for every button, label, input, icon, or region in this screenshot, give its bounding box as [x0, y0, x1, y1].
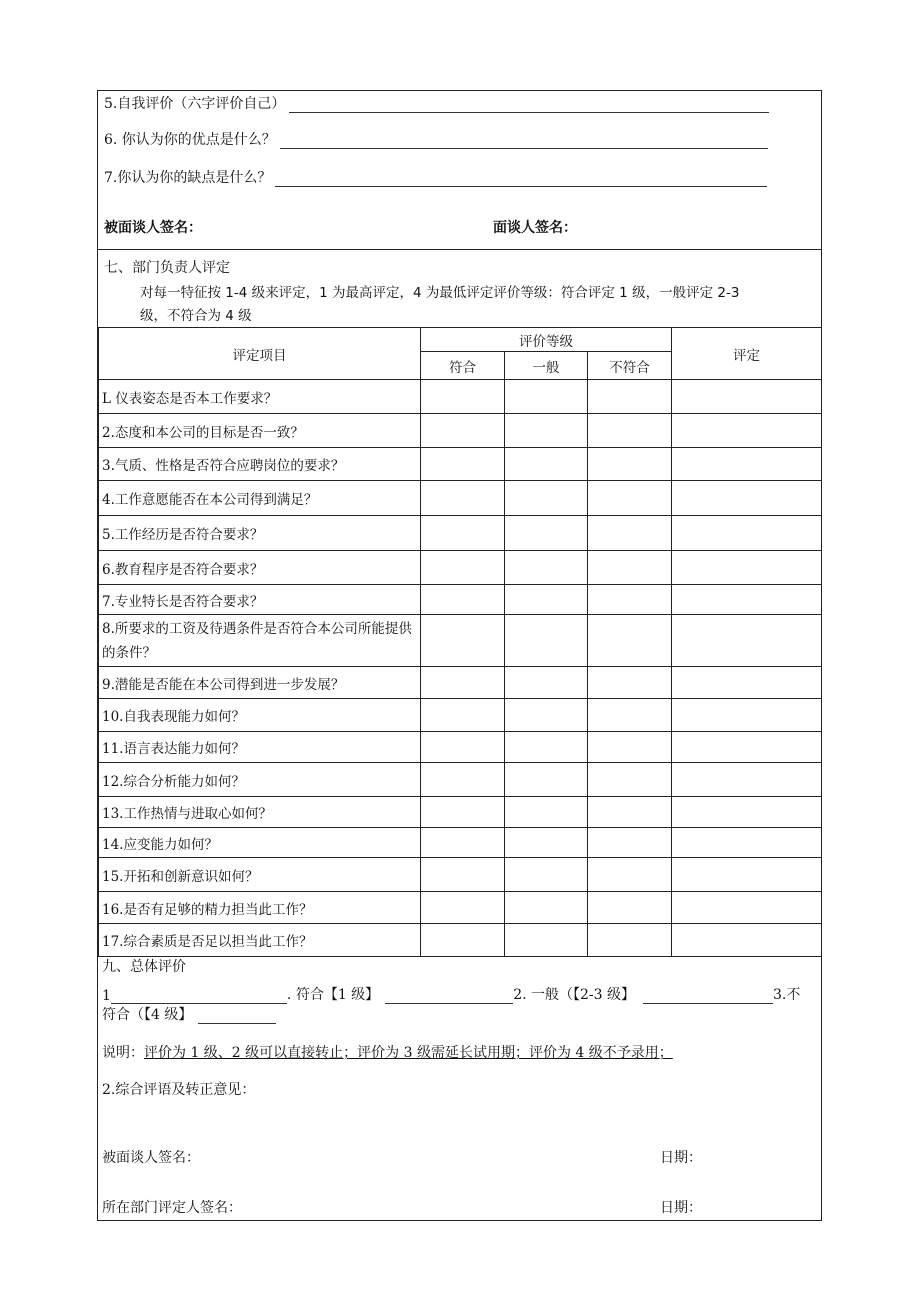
header-item: 评定项目 [99, 328, 421, 380]
cell-average[interactable] [505, 892, 588, 924]
overall-options-row2 [102, 1004, 276, 1024]
option3-line[interactable] [643, 991, 773, 1004]
cell-result[interactable] [672, 380, 822, 414]
cell-match[interactable] [421, 551, 505, 585]
row-item: 11.语言表达能力如何？ [99, 732, 421, 763]
cell-match[interactable] [421, 732, 505, 763]
section-divider [98, 249, 821, 250]
row-item: L 仪表姿态是否本工作要求？ [99, 380, 421, 414]
cell-match[interactable] [421, 585, 505, 615]
table-row [99, 924, 822, 957]
cell-match[interactable] [421, 516, 505, 551]
table-row [99, 414, 822, 448]
cell-average[interactable] [505, 828, 588, 858]
cell-average[interactable] [505, 797, 588, 828]
cell-match[interactable] [421, 924, 505, 957]
table-row [99, 481, 822, 516]
cell-average[interactable] [505, 699, 588, 732]
question-self-evaluation [104, 93, 769, 113]
table-row [99, 892, 822, 924]
row-item: 13.工作热情与进取心如何？ [99, 797, 421, 828]
table-row [99, 699, 822, 732]
cell-average[interactable] [505, 448, 588, 481]
cell-result[interactable] [672, 797, 822, 828]
row-item: 16.是否有足够的精力担当此工作？ [99, 892, 421, 924]
option1-line[interactable] [111, 991, 287, 1004]
question-label: 6. 你认为你的优点是什么？ [104, 132, 276, 148]
cell-average[interactable] [505, 732, 588, 763]
row-item: 3.气质、性格是否符合应聘岗位的要求？ [99, 448, 421, 481]
section9-title: 九、总体评价 [102, 959, 186, 975]
cell-mismatch[interactable] [588, 551, 672, 585]
cell-result[interactable] [672, 585, 822, 615]
option1-label: . 符合【1 级】 [286, 987, 380, 1003]
cell-match[interactable] [421, 858, 505, 892]
section7-instruction-line2: 级，不符合为 4 级 [140, 308, 252, 324]
row-item: 15.开拓和创新意识如何？ [99, 858, 421, 892]
cell-match[interactable] [421, 481, 505, 516]
option2-line[interactable] [385, 991, 513, 1004]
answer-line[interactable] [275, 174, 767, 187]
cell-match[interactable] [421, 667, 505, 699]
table-row [99, 448, 822, 481]
row-item: 2.态度和本公司的目标是否一致？ [99, 414, 421, 448]
cell-result[interactable] [672, 924, 822, 957]
cell-match[interactable] [421, 763, 505, 797]
question-label: 5.自我评价（六字评价自己） [104, 96, 286, 112]
cell-mismatch[interactable] [588, 667, 672, 699]
cell-mismatch[interactable] [588, 892, 672, 924]
cell-result[interactable] [672, 763, 822, 797]
date-label-2: 日期： [660, 1200, 702, 1216]
cell-average[interactable] [505, 481, 588, 516]
table-row [99, 763, 822, 797]
row-item: 10.自我表现能力如何？ [99, 699, 421, 732]
evaluation-table [98, 327, 822, 957]
row-item: 14.应变能力如何？ [99, 828, 421, 858]
interviewee-signature-label: 被面谈人签名： [104, 220, 202, 236]
note-row [102, 1042, 673, 1062]
cell-average[interactable] [505, 551, 588, 585]
interviewer-signature-label: 面谈人签名： [493, 220, 577, 236]
section7-title: 七、部门负责人评定 [104, 260, 230, 276]
cell-mismatch[interactable] [588, 481, 672, 516]
row-item: 17.综合素质是否足以担当此工作？ [99, 924, 421, 957]
cell-match[interactable] [421, 414, 505, 448]
cell-mismatch[interactable] [588, 732, 672, 763]
cell-result[interactable] [672, 858, 822, 892]
dept-evaluator-signature: 所在部门评定人签名： [102, 1200, 242, 1216]
cell-match[interactable] [421, 448, 505, 481]
answer-line[interactable] [289, 100, 769, 113]
cell-mismatch[interactable] [588, 585, 672, 615]
cell-match[interactable] [421, 615, 505, 667]
interviewee-signature-bottom: 被面谈人签名： [102, 1150, 200, 1166]
cell-average[interactable] [505, 858, 588, 892]
cell-average[interactable] [505, 924, 588, 957]
row-item: 8.所要求的工资及待遇条件是否符合本公司所能提供的条件？ [99, 615, 421, 667]
table-row [99, 667, 822, 699]
cell-mismatch[interactable] [588, 615, 672, 667]
cell-mismatch[interactable] [588, 797, 672, 828]
question-weaknesses [104, 167, 767, 187]
row-item: 9.潜能是否能在本公司得到进一步发展？ [99, 667, 421, 699]
table-row [99, 732, 822, 763]
row-item: 4.工作意愿能否在本公司得到满足？ [99, 481, 421, 516]
cell-result[interactable] [672, 481, 822, 516]
row-item: 6.教育程序是否符合要求？ [99, 551, 421, 585]
cell-match[interactable] [421, 380, 505, 414]
cell-average[interactable] [505, 516, 588, 551]
row-item: 5.工作经历是否符合要求？ [99, 516, 421, 551]
header-result: 评定 [672, 328, 822, 380]
option3-label-cont: 符合（【4 级】 [102, 1007, 193, 1023]
cell-average[interactable] [505, 585, 588, 615]
cell-result[interactable] [672, 615, 822, 667]
cell-match[interactable] [421, 699, 505, 732]
cell-match[interactable] [421, 892, 505, 924]
option3-label: 3.不 [773, 987, 801, 1003]
cell-mismatch[interactable] [588, 414, 672, 448]
table-row [99, 380, 822, 414]
option1-prefix: 1 [102, 988, 111, 1004]
cell-mismatch[interactable] [588, 858, 672, 892]
cell-match[interactable] [421, 828, 505, 858]
cell-result[interactable] [672, 828, 822, 858]
cell-result[interactable] [672, 414, 822, 448]
table-row [99, 585, 822, 615]
date-label-1: 日期： [660, 1150, 702, 1166]
cell-mismatch[interactable] [588, 380, 672, 414]
cell-mismatch[interactable] [588, 699, 672, 732]
table-row [99, 551, 822, 585]
cell-average[interactable] [505, 615, 588, 667]
table-row [99, 828, 822, 858]
comment-label: 2.综合评语及转正意见： [102, 1082, 256, 1098]
cell-mismatch[interactable] [588, 924, 672, 957]
cell-result[interactable] [672, 699, 822, 732]
answer-line[interactable] [280, 136, 768, 149]
cell-result[interactable] [672, 892, 822, 924]
cell-average[interactable] [505, 380, 588, 414]
overall-options-row [102, 984, 800, 1004]
table-row [99, 615, 822, 667]
header-level-average: 一般 [505, 352, 588, 380]
row-item: 12.综合分析能力如何？ [99, 763, 421, 797]
cell-result[interactable] [672, 667, 822, 699]
cell-match[interactable] [421, 797, 505, 828]
cell-mismatch[interactable] [588, 763, 672, 797]
header-level-match: 符合 [421, 352, 505, 380]
cell-mismatch[interactable] [588, 448, 672, 481]
header-level-mismatch: 不符合 [588, 352, 672, 380]
table-row [99, 797, 822, 828]
table-row [99, 516, 822, 551]
cell-result[interactable] [672, 551, 822, 585]
question-strengths [104, 129, 768, 149]
cell-average[interactable] [505, 667, 588, 699]
cell-mismatch[interactable] [588, 516, 672, 551]
question-label: 7.你认为你的缺点是什么？ [104, 170, 272, 186]
table-row [99, 858, 822, 892]
option3-extra-line[interactable] [198, 1011, 276, 1024]
cell-mismatch[interactable] [588, 828, 672, 858]
cell-average[interactable] [505, 414, 588, 448]
option2-label: 2. 一般（【2-3 级】 [513, 987, 635, 1003]
cell-result[interactable] [672, 732, 822, 763]
note-text: 评价为 1 级、2 级可以直接转止；评价为 3 级需延长试用期；评价为 4 级不予录用； [144, 1045, 673, 1061]
row-item: 7.专业特长是否符合要求？ [99, 585, 421, 615]
section7-instruction-line1: 对每一特征按 1-4 级来评定，1 为最高评定，4 为最低评定评价等级：符合评定 1 级，一般评定 2-3 [140, 285, 740, 301]
note-prefix: 说明： [102, 1045, 144, 1061]
header-level: 评价等级 [421, 328, 672, 352]
cell-result[interactable] [672, 448, 822, 481]
form-frame [97, 90, 822, 1221]
cell-result[interactable] [672, 516, 822, 551]
cell-average[interactable] [505, 763, 588, 797]
